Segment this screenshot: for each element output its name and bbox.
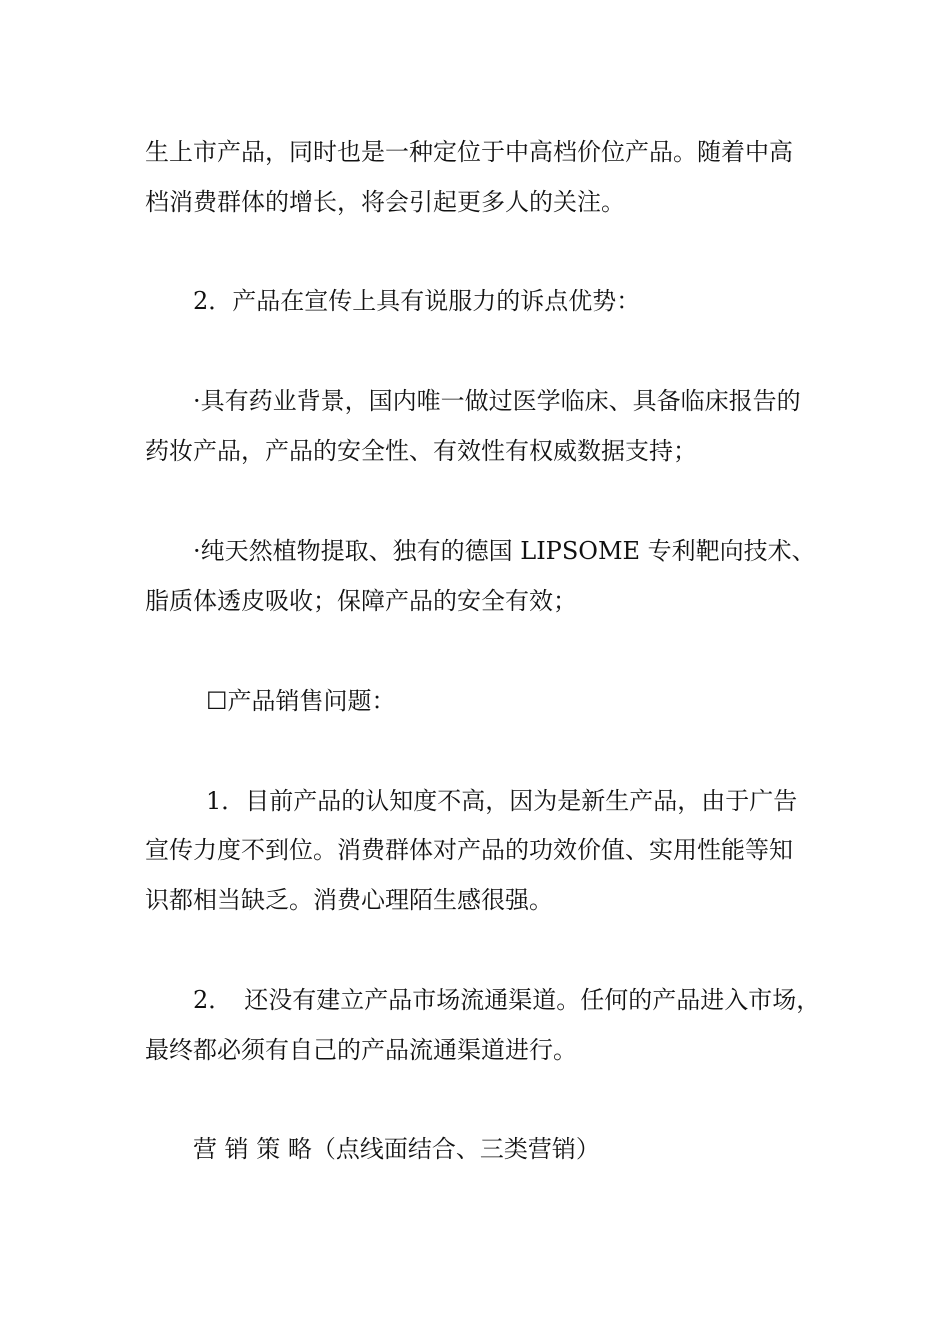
paragraph-1-line-1: 生上市产品，同时也是一种定位于中高档价位产品。随着中高 [145, 138, 793, 166]
issue-2-line-1: 2． 还没有建立产品市场流通渠道。任何的产品进入市场， [193, 986, 821, 1014]
issue-2-line-2: 最终都必须有自己的产品流通渠道进行。 [145, 1036, 577, 1064]
issue-1-line-1: 1．目前产品的认知度不高，因为是新生产品，由于广告 [206, 787, 798, 815]
paragraph-2-heading: 2．产品在宣传上具有说服力的诉点优势： [193, 287, 641, 315]
paragraph-3-line-1: ·具有药业背景，国内唯一做过医学临床、具备临床报告的 [193, 387, 801, 415]
issue-1-line-3: 识都相当缺乏。消费心理陌生感很强。 [145, 886, 553, 914]
paragraph-4-line-1: ·纯天然植物提取、独有的德国 LIPSOME 专利靶向技术、 [193, 537, 816, 565]
issue-1-line-2: 宣传力度不到位。消费群体对产品的功效价值、实用性能等知 [145, 836, 793, 864]
sales-issues-heading: ☐产品销售问题： [206, 687, 396, 715]
paragraph-3-line-2: 药妆产品，产品的安全性、有效性有权威数据支持； [145, 437, 697, 465]
paragraph-4-line-2: 脂质体透皮吸收；保障产品的安全有效； [145, 587, 577, 615]
paragraph-1-line-2: 档消费群体的增长，将会引起更多人的关注。 [145, 188, 625, 216]
marketing-strategy-heading: 营 销 策 略（点线面结合、三类营销） [193, 1135, 600, 1163]
